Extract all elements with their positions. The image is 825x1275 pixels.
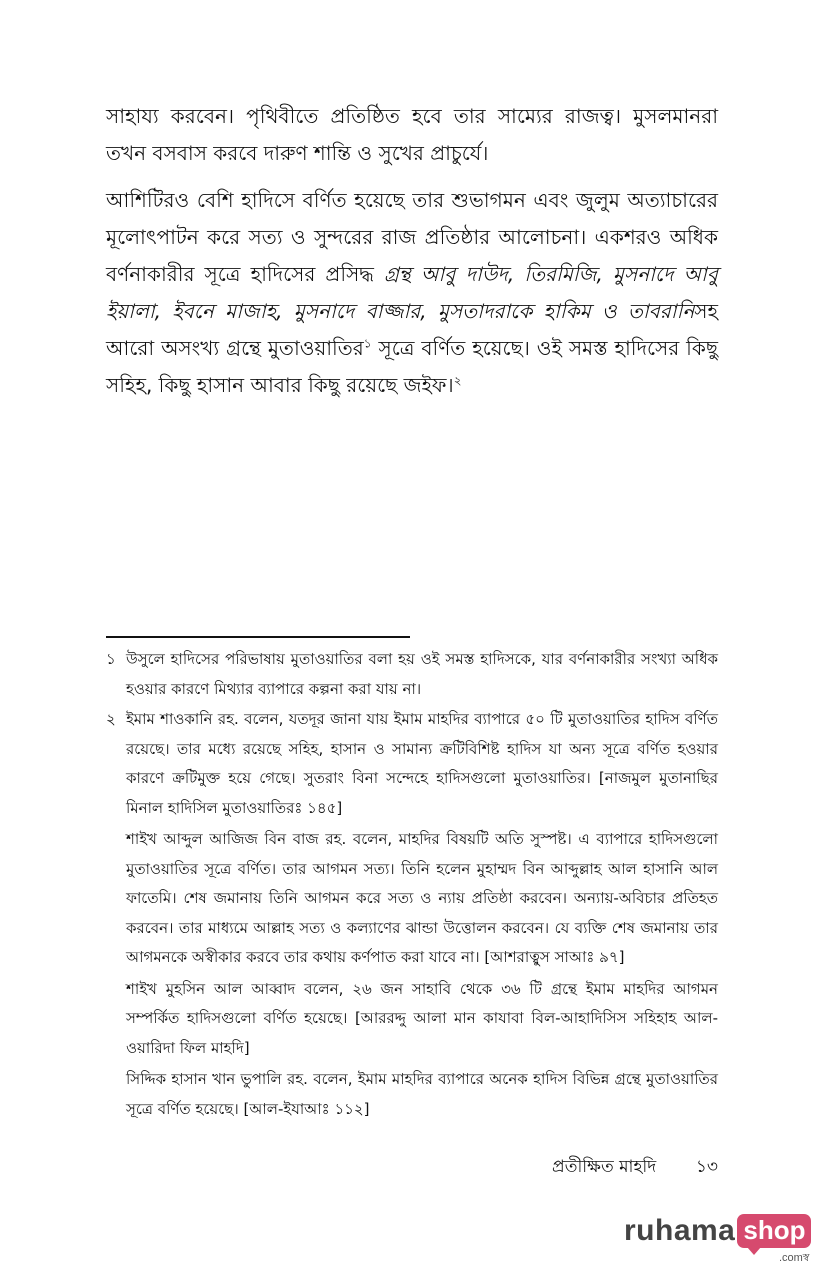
footnote-paragraph: ইমাম শাওকানি রহ. বলেন, যতদূর জানা যায় ইমাম মাহদির ব্যাপারে ৫০ টি মুতাওয়াতির হাদিস বর্ণিত রয়েছে। তার মধ্যে রয়েছে সহিহ, হাসান ও সামান্য ক্রটিবিশিষ্ট হাদিস যা অন্য সূত্রে বর্ণিত হওয়ার কারণে ক্রটিমুক্ত হয়ে গেছে। সুতরাং বিনা সন্দেহে হাদিসগুলো মুতাওয়াতির। [নাজমুল মুতানাছির মিনাল হাদিসিল মুতাওয়াতিরঃ ১৪৫] <box>126 710 718 817</box>
logo-text-box: shop <box>737 1214 811 1248</box>
footnote-paragraph: সিদ্দিক হাসান খান ভুপালি রহ. বলেন, ইমাম মাহদির ব্যাপারে অনেক হাদিস বিভিন্ন গ্রন্থে মুতাওয়াতির সূত্রে বর্ণিত হয়েছে। [আল-ইযাআঃ ১১২] <box>126 1070 718 1118</box>
footnote-body <box>126 645 718 704</box>
paragraph-2-text-c: সূত্রে বর্ণিত হয়েছে। ওই সমস্ত হাদিসের কিছু সহিহ, কিছু হাসান আবার কিছু রয়েছে জইফ। <box>106 336 718 397</box>
paragraph-1: সাহায্য করবেন। পৃথিবীতে প্রতিষ্ঠিত হবে তার সাম্যের রাজত্ব। মুসলমানরা তখন বসবাস করবে দারুণ শান্তি ও সুখের প্রাচুর্যে। <box>106 104 718 165</box>
logo-text-sub: .comস্ব <box>778 1252 810 1264</box>
footnote-ref-1[interactable]: ১ <box>363 336 372 351</box>
page-number: ১৩ <box>695 1157 718 1177</box>
paragraph-2-book-list: গ্রন্থ আবু দাউদ, তিরমিজি, মুসনাদে আবু ইয়ালা, ইবনে মাজাহ, মুসনাদে বাজ্জার, মুসতাদরাকে হাকিম ও তাবরানি <box>106 262 719 323</box>
paragraph-2 <box>106 182 718 404</box>
paragraph-2-text-b: সহ আরো অসংখ্য গ্রন্থে মুতাওয়াতির <box>106 299 718 360</box>
ruhamashop-logo <box>624 1211 811 1264</box>
body-text <box>106 98 718 414</box>
footnote-paragraph: উসুলে হাদিসের পরিভাষায় মুতাওয়াতির বলা হয় ওই সমস্ত হাদিসকে, যার বর্ণনাকারীর সংখ্যা অধিক হওয়ার কারণে মিথ্যার ব্যাপারে কল্পনা করা যায় না। <box>126 650 718 698</box>
footnotes <box>106 645 718 1125</box>
logo-text-main: ruhama <box>624 1214 736 1247</box>
footnote-number: ১ <box>106 650 116 668</box>
footnote-body <box>126 705 718 1124</box>
footnote-ref-2[interactable]: ২ <box>453 373 462 388</box>
footnote-1 <box>106 645 718 704</box>
paragraph-2-text-a: আশিটিরও বেশি হাদিসে বর্ণিত হয়েছে তার শুভাগমন এবং জুলুম অত্যাচারের মূলোৎপাটন করে সত্য ও সুন্দরের রাজ প্রতিষ্ঠার আলোচনা। একশরও অধিক বর্ণনাকারীর সূত্রে হাদিসের প্রসিদ্ধ <box>106 188 718 286</box>
footnote-paragraph: শাইখ আব্দুল আজিজ বিন বাজ রহ. বলেন, মাহদির বিষয়টি অতি সুস্পষ্ট। এ ব্যাপারে হাদিসগুলো মুতাওয়াতির সূত্রে বর্ণিত। তার আগমন সত্য। তিনি হলেন মুহাম্মদ বিন আব্দুল্লাহ আল হাসানি আল ফাতেমি। শেষ জমানায় তিনি আগমন করে সত্য ও ন্যায় প্রতিষ্ঠা করবেন। অন্যায়-অবিচার প্রতিহত করবেন। তার মাধ্যমে আল্লাহ সত্য ও কল্যাণের ঝান্ডা উত্তোলন করবেন। যে ব্যক্তি শেষ জমানায় তার আগমনকে অস্বীকার করবে তার কথায় কর্ণপাত করা যাবে না। [আশরাত্বুস সাআঃ ৯৭] <box>126 830 718 966</box>
page-footer <box>552 1154 718 1182</box>
footnote-divider <box>106 636 410 638</box>
footnote-paragraph: শাইখ মুহসিন আল আব্বাদ বলেন, ২৬ জন সাহাবি থেকে ৩৬ টি গ্রন্থে ইমাম মাহদির আগমন সম্পর্কিত হাদিসগুলো বর্ণিত হয়েছে। [আররদ্দু আলা মান কাযাবা বিল-আহাদিসিস সহিহাহ আল-ওয়ারিদা ফিল মাহদি] <box>126 979 718 1057</box>
footnote-2 <box>106 705 718 1124</box>
running-title: প্রতীক্ষিত মাহদি <box>552 1157 657 1177</box>
footnote-number: ২ <box>106 710 116 728</box>
